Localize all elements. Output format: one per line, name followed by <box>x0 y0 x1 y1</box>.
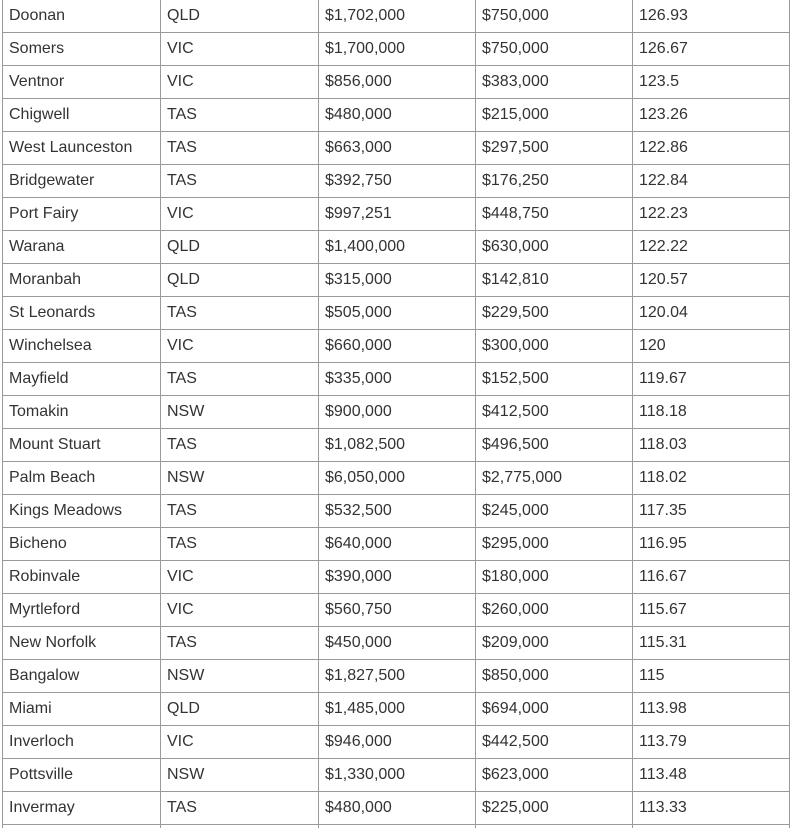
price-cell: $640,000 <box>319 528 476 561</box>
growth-percent-cell: 116.95 <box>633 528 790 561</box>
growth-percent-cell: 118.18 <box>633 396 790 429</box>
suburb-cell: New Norfolk <box>3 627 161 660</box>
suburb-cell: Ventnor <box>3 66 161 99</box>
suburb-cell: Robinvale <box>3 561 161 594</box>
table-row <box>3 693 790 726</box>
previous-price-cell: $850,000 <box>476 660 633 693</box>
table-row <box>3 165 790 198</box>
growth-percent-cell: 115 <box>633 660 790 693</box>
state-cell: TAS <box>161 429 319 462</box>
previous-price-cell: $630,000 <box>476 231 633 264</box>
price-cell: $663,000 <box>319 132 476 165</box>
table-row <box>3 792 790 825</box>
state-cell: TAS <box>161 99 319 132</box>
price-cell: $1,827,500 <box>319 660 476 693</box>
table-row <box>3 825 790 828</box>
table-row <box>3 759 790 792</box>
state-cell: VIC <box>161 198 319 231</box>
suburb-price-growth-table <box>2 0 790 828</box>
suburb-cell: St Leonards <box>3 297 161 330</box>
previous-price-cell: $245,000 <box>476 495 633 528</box>
growth-percent-cell: 118.03 <box>633 429 790 462</box>
table-body <box>3 0 790 828</box>
previous-price-cell: $750,000 <box>476 0 633 33</box>
growth-percent-cell: 122.86 <box>633 132 790 165</box>
suburb-cell: Moranbah <box>3 264 161 297</box>
state-cell: TAS <box>161 792 319 825</box>
previous-price-cell: $448,750 <box>476 198 633 231</box>
suburb-cell: Port Fairy <box>3 198 161 231</box>
table-row <box>3 495 790 528</box>
suburb-cell: West Launceston <box>3 132 161 165</box>
growth-percent-cell: 122.22 <box>633 231 790 264</box>
price-cell: $1,702,000 <box>319 0 476 33</box>
table-row <box>3 594 790 627</box>
state-cell: VIC <box>161 33 319 66</box>
suburb-cell: Bicheno <box>3 528 161 561</box>
growth-percent-cell: 123.26 <box>633 99 790 132</box>
price-cell: $392,750 <box>319 165 476 198</box>
suburb-cell: Doonan <box>3 0 161 33</box>
growth-percent-cell: 120.57 <box>633 264 790 297</box>
suburb-cell: Myrtleford <box>3 594 161 627</box>
suburb-cell: Mayfield <box>3 363 161 396</box>
price-cell: $390,000 <box>319 561 476 594</box>
growth-percent-cell: 118.02 <box>633 462 790 495</box>
previous-price-cell: $300,000 <box>476 330 633 363</box>
price-cell: $532,500 <box>319 495 476 528</box>
previous-price-cell: $215,000 <box>476 99 633 132</box>
table-row <box>3 264 790 297</box>
state-cell: TAS <box>161 363 319 396</box>
suburb-cell: Mount Stuart <box>3 429 161 462</box>
price-cell: $660,000 <box>319 330 476 363</box>
price-cell: $1,082,500 <box>319 429 476 462</box>
suburb-cell: Somers <box>3 33 161 66</box>
previous-price-cell: $623,000 <box>476 759 633 792</box>
growth-percent-cell: 126.93 <box>633 0 790 33</box>
state-cell: TAS <box>161 528 319 561</box>
table-row <box>3 627 790 660</box>
previous-price-cell: $152,500 <box>476 363 633 396</box>
state-cell: TAS <box>161 297 319 330</box>
previous-price-cell: $442,500 <box>476 726 633 759</box>
growth-percent-cell: 122.84 <box>633 165 790 198</box>
state-cell: VIC <box>161 726 319 759</box>
suburb-cell: Warana <box>3 231 161 264</box>
suburb-cell: Miami <box>3 693 161 726</box>
table-row <box>3 33 790 66</box>
previous-price-cell: $225,000 <box>476 792 633 825</box>
growth-percent-cell: 113.79 <box>633 726 790 759</box>
table-row <box>3 528 790 561</box>
state-cell: VIC <box>161 66 319 99</box>
table-row <box>3 0 790 33</box>
price-cell: $560,750 <box>319 594 476 627</box>
price-cell: $315,000 <box>319 264 476 297</box>
state-cell: NSW <box>161 396 319 429</box>
suburb-cell: Bridgewater <box>3 165 161 198</box>
state-cell: QLD <box>161 264 319 297</box>
table-row <box>3 330 790 363</box>
state-cell: TAS <box>161 495 319 528</box>
table-row <box>3 99 790 132</box>
price-cell <box>319 825 476 828</box>
previous-price-cell <box>476 825 633 828</box>
price-cell: $480,000 <box>319 99 476 132</box>
table-row <box>3 297 790 330</box>
previous-price-cell: $2,775,000 <box>476 462 633 495</box>
price-cell: $505,000 <box>319 297 476 330</box>
growth-percent-cell: 123.5 <box>633 66 790 99</box>
price-cell: $946,000 <box>319 726 476 759</box>
growth-percent-cell <box>633 825 790 828</box>
state-cell <box>161 825 319 828</box>
price-cell: $1,700,000 <box>319 33 476 66</box>
price-cell: $1,485,000 <box>319 693 476 726</box>
suburb-cell: Invermay <box>3 792 161 825</box>
suburb-cell: Inverloch <box>3 726 161 759</box>
table-row <box>3 198 790 231</box>
suburb-cell: Tomakin <box>3 396 161 429</box>
price-cell: $480,000 <box>319 792 476 825</box>
price-cell: $1,330,000 <box>319 759 476 792</box>
previous-price-cell: $180,000 <box>476 561 633 594</box>
previous-price-cell: $229,500 <box>476 297 633 330</box>
growth-percent-cell: 115.31 <box>633 627 790 660</box>
previous-price-cell: $383,000 <box>476 66 633 99</box>
suburb-cell: Palm Beach <box>3 462 161 495</box>
price-cell: $1,400,000 <box>319 231 476 264</box>
suburb-cell: Kings Meadows <box>3 495 161 528</box>
previous-price-cell: $142,810 <box>476 264 633 297</box>
previous-price-cell: $176,250 <box>476 165 633 198</box>
growth-percent-cell: 113.33 <box>633 792 790 825</box>
table-row <box>3 132 790 165</box>
state-cell: TAS <box>161 132 319 165</box>
state-cell: QLD <box>161 693 319 726</box>
previous-price-cell: $295,000 <box>476 528 633 561</box>
growth-percent-cell: 120.04 <box>633 297 790 330</box>
price-cell: $335,000 <box>319 363 476 396</box>
state-cell: VIC <box>161 330 319 363</box>
previous-price-cell: $260,000 <box>476 594 633 627</box>
table-row <box>3 396 790 429</box>
table-row <box>3 660 790 693</box>
table-row <box>3 462 790 495</box>
growth-percent-cell: 115.67 <box>633 594 790 627</box>
table-row <box>3 429 790 462</box>
price-cell: $6,050,000 <box>319 462 476 495</box>
suburb-cell: Winchelsea <box>3 330 161 363</box>
state-cell: VIC <box>161 561 319 594</box>
previous-price-cell: $496,500 <box>476 429 633 462</box>
price-cell: $856,000 <box>319 66 476 99</box>
state-cell: TAS <box>161 165 319 198</box>
suburb-cell: Chigwell <box>3 99 161 132</box>
previous-price-cell: $209,000 <box>476 627 633 660</box>
growth-percent-cell: 122.23 <box>633 198 790 231</box>
state-cell: NSW <box>161 759 319 792</box>
state-cell: VIC <box>161 594 319 627</box>
table-row <box>3 363 790 396</box>
previous-price-cell: $750,000 <box>476 33 633 66</box>
suburb-cell: Pottsville <box>3 759 161 792</box>
price-cell: $450,000 <box>319 627 476 660</box>
state-cell: QLD <box>161 231 319 264</box>
price-cell: $900,000 <box>319 396 476 429</box>
previous-price-cell: $694,000 <box>476 693 633 726</box>
growth-percent-cell: 116.67 <box>633 561 790 594</box>
table-row <box>3 726 790 759</box>
suburb-cell: Bangalow <box>3 660 161 693</box>
previous-price-cell: $297,500 <box>476 132 633 165</box>
growth-percent-cell: 126.67 <box>633 33 790 66</box>
price-cell: $997,251 <box>319 198 476 231</box>
state-cell: QLD <box>161 0 319 33</box>
state-cell: NSW <box>161 660 319 693</box>
suburb-cell <box>3 825 161 828</box>
state-cell: TAS <box>161 627 319 660</box>
table-row <box>3 66 790 99</box>
table-row <box>3 231 790 264</box>
table-row <box>3 561 790 594</box>
previous-price-cell: $412,500 <box>476 396 633 429</box>
growth-percent-cell: 120 <box>633 330 790 363</box>
growth-percent-cell: 119.67 <box>633 363 790 396</box>
state-cell: NSW <box>161 462 319 495</box>
growth-percent-cell: 113.48 <box>633 759 790 792</box>
growth-percent-cell: 113.98 <box>633 693 790 726</box>
growth-percent-cell: 117.35 <box>633 495 790 528</box>
